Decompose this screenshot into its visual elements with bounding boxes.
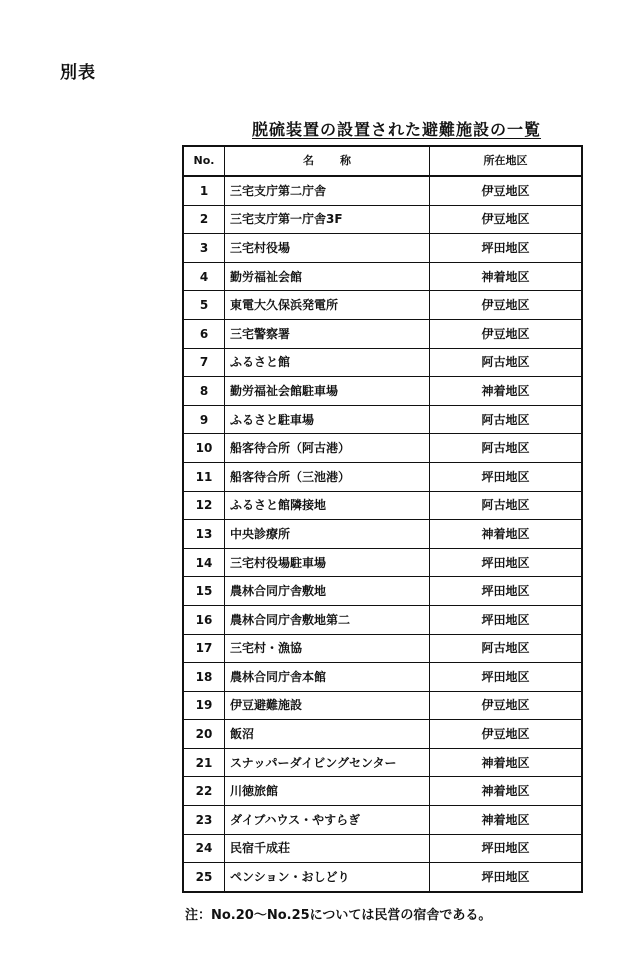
table-row — [183, 691, 582, 720]
facility-name: ダイブハウス・やすらぎ — [225, 806, 430, 835]
facility-area: 神着地区 — [430, 806, 583, 835]
table-row — [183, 863, 582, 892]
table-row — [183, 405, 582, 434]
facility-name: 東電大久保浜発電所 — [225, 291, 430, 320]
facility-name: 三宅支庁第一庁舎3F — [225, 205, 430, 234]
footnote: 注：No.20～No.25については民営の宿舎である。 — [185, 908, 492, 923]
row-number: 12 — [183, 491, 225, 520]
facility-name: 民宿千成荘 — [225, 834, 430, 863]
row-number: 14 — [183, 548, 225, 577]
row-number: 1 — [183, 176, 225, 205]
row-number: 24 — [183, 834, 225, 863]
row-number: 3 — [183, 234, 225, 263]
row-number: 6 — [183, 319, 225, 348]
row-number: 8 — [183, 377, 225, 406]
facility-name: 川徳旅館 — [225, 777, 430, 806]
table-row — [183, 720, 582, 749]
facility-name: 三宅警察署 — [225, 319, 430, 348]
facility-area: 神着地区 — [430, 748, 583, 777]
table-row — [183, 319, 582, 348]
table-row — [183, 806, 582, 835]
facility-area: 伊豆地区 — [430, 205, 583, 234]
table-row — [183, 434, 582, 463]
facility-name: 三宅村役場 — [225, 234, 430, 263]
row-number: 11 — [183, 462, 225, 491]
row-number: 2 — [183, 205, 225, 234]
row-number: 10 — [183, 434, 225, 463]
facility-area: 神着地区 — [430, 262, 583, 291]
row-number: 4 — [183, 262, 225, 291]
row-number: 23 — [183, 806, 225, 835]
table-row — [183, 377, 582, 406]
row-number: 25 — [183, 863, 225, 892]
table-row — [183, 777, 582, 806]
table-row — [183, 548, 582, 577]
table-row — [183, 348, 582, 377]
row-number: 7 — [183, 348, 225, 377]
table-row — [183, 663, 582, 692]
facility-area: 伊豆地区 — [430, 291, 583, 320]
table-row — [183, 834, 582, 863]
row-number: 9 — [183, 405, 225, 434]
table-header-row — [183, 146, 582, 176]
facility-name: ふるさと館隣接地 — [225, 491, 430, 520]
facility-name: ふるさと駐車場 — [225, 405, 430, 434]
table-row — [183, 605, 582, 634]
document-title: 脱硫装置の設置された避難施設の一覧 — [252, 120, 542, 139]
table-row — [183, 491, 582, 520]
table-row — [183, 262, 582, 291]
appendix-label: 別表 — [60, 63, 96, 83]
row-number: 19 — [183, 691, 225, 720]
facility-name: ペンション・おしどり — [225, 863, 430, 892]
facility-area: 伊豆地区 — [430, 691, 583, 720]
row-number: 22 — [183, 777, 225, 806]
facility-area: 阿古地区 — [430, 348, 583, 377]
header-name: 名称 — [225, 146, 430, 176]
table-row — [183, 234, 582, 263]
facility-area: 坪田地区 — [430, 663, 583, 692]
facility-name: 勤労福祉会館駐車場 — [225, 377, 430, 406]
facility-area: 坪田地区 — [430, 548, 583, 577]
facility-name: 三宅村役場駐車場 — [225, 548, 430, 577]
facility-area: 阿古地区 — [430, 405, 583, 434]
facility-area: 神着地区 — [430, 777, 583, 806]
facility-name: 農林合同庁舎敷地 — [225, 577, 430, 606]
facility-area: 坪田地区 — [430, 605, 583, 634]
table-row — [183, 748, 582, 777]
row-number: 18 — [183, 663, 225, 692]
table-body — [183, 176, 582, 892]
table-row — [183, 291, 582, 320]
row-number: 20 — [183, 720, 225, 749]
row-number: 21 — [183, 748, 225, 777]
header-no: No. — [183, 146, 225, 176]
facility-name: 伊豆避難施設 — [225, 691, 430, 720]
facility-name: 三宅支庁第二庁舎 — [225, 176, 430, 205]
facility-area: 阿古地区 — [430, 634, 583, 663]
header-area: 所在地区 — [430, 146, 583, 176]
row-number: 16 — [183, 605, 225, 634]
facility-area: 伊豆地区 — [430, 176, 583, 205]
row-number: 5 — [183, 291, 225, 320]
table-row — [183, 577, 582, 606]
facility-name: 農林合同庁舎本館 — [225, 663, 430, 692]
facility-area: 坪田地区 — [430, 834, 583, 863]
facility-area: 坪田地区 — [430, 462, 583, 491]
facility-area: 阿古地区 — [430, 491, 583, 520]
facility-name: 飯沼 — [225, 720, 430, 749]
table-row — [183, 176, 582, 205]
facility-area: 坪田地区 — [430, 577, 583, 606]
facility-area: 坪田地区 — [430, 863, 583, 892]
facility-name: ふるさと館 — [225, 348, 430, 377]
facility-name: 船客待合所（阿古港） — [225, 434, 430, 463]
table-row — [183, 462, 582, 491]
row-number: 13 — [183, 520, 225, 549]
facility-area: 伊豆地区 — [430, 720, 583, 749]
table-row — [183, 634, 582, 663]
facility-area: 伊豆地区 — [430, 319, 583, 348]
facility-area: 神着地区 — [430, 377, 583, 406]
facility-area: 坪田地区 — [430, 234, 583, 263]
facility-area: 阿古地区 — [430, 434, 583, 463]
facility-name: 中央診療所 — [225, 520, 430, 549]
facility-name: 船客待合所（三池港） — [225, 462, 430, 491]
facility-table — [182, 145, 583, 893]
row-number: 17 — [183, 634, 225, 663]
facility-name: 勤労福祉会館 — [225, 262, 430, 291]
facility-area: 神着地区 — [430, 520, 583, 549]
facility-name: 農林合同庁舎敷地第二 — [225, 605, 430, 634]
facility-name: スナッパーダイビングセンター — [225, 748, 430, 777]
table-row — [183, 205, 582, 234]
facility-name: 三宅村・漁協 — [225, 634, 430, 663]
row-number: 15 — [183, 577, 225, 606]
table-row — [183, 520, 582, 549]
